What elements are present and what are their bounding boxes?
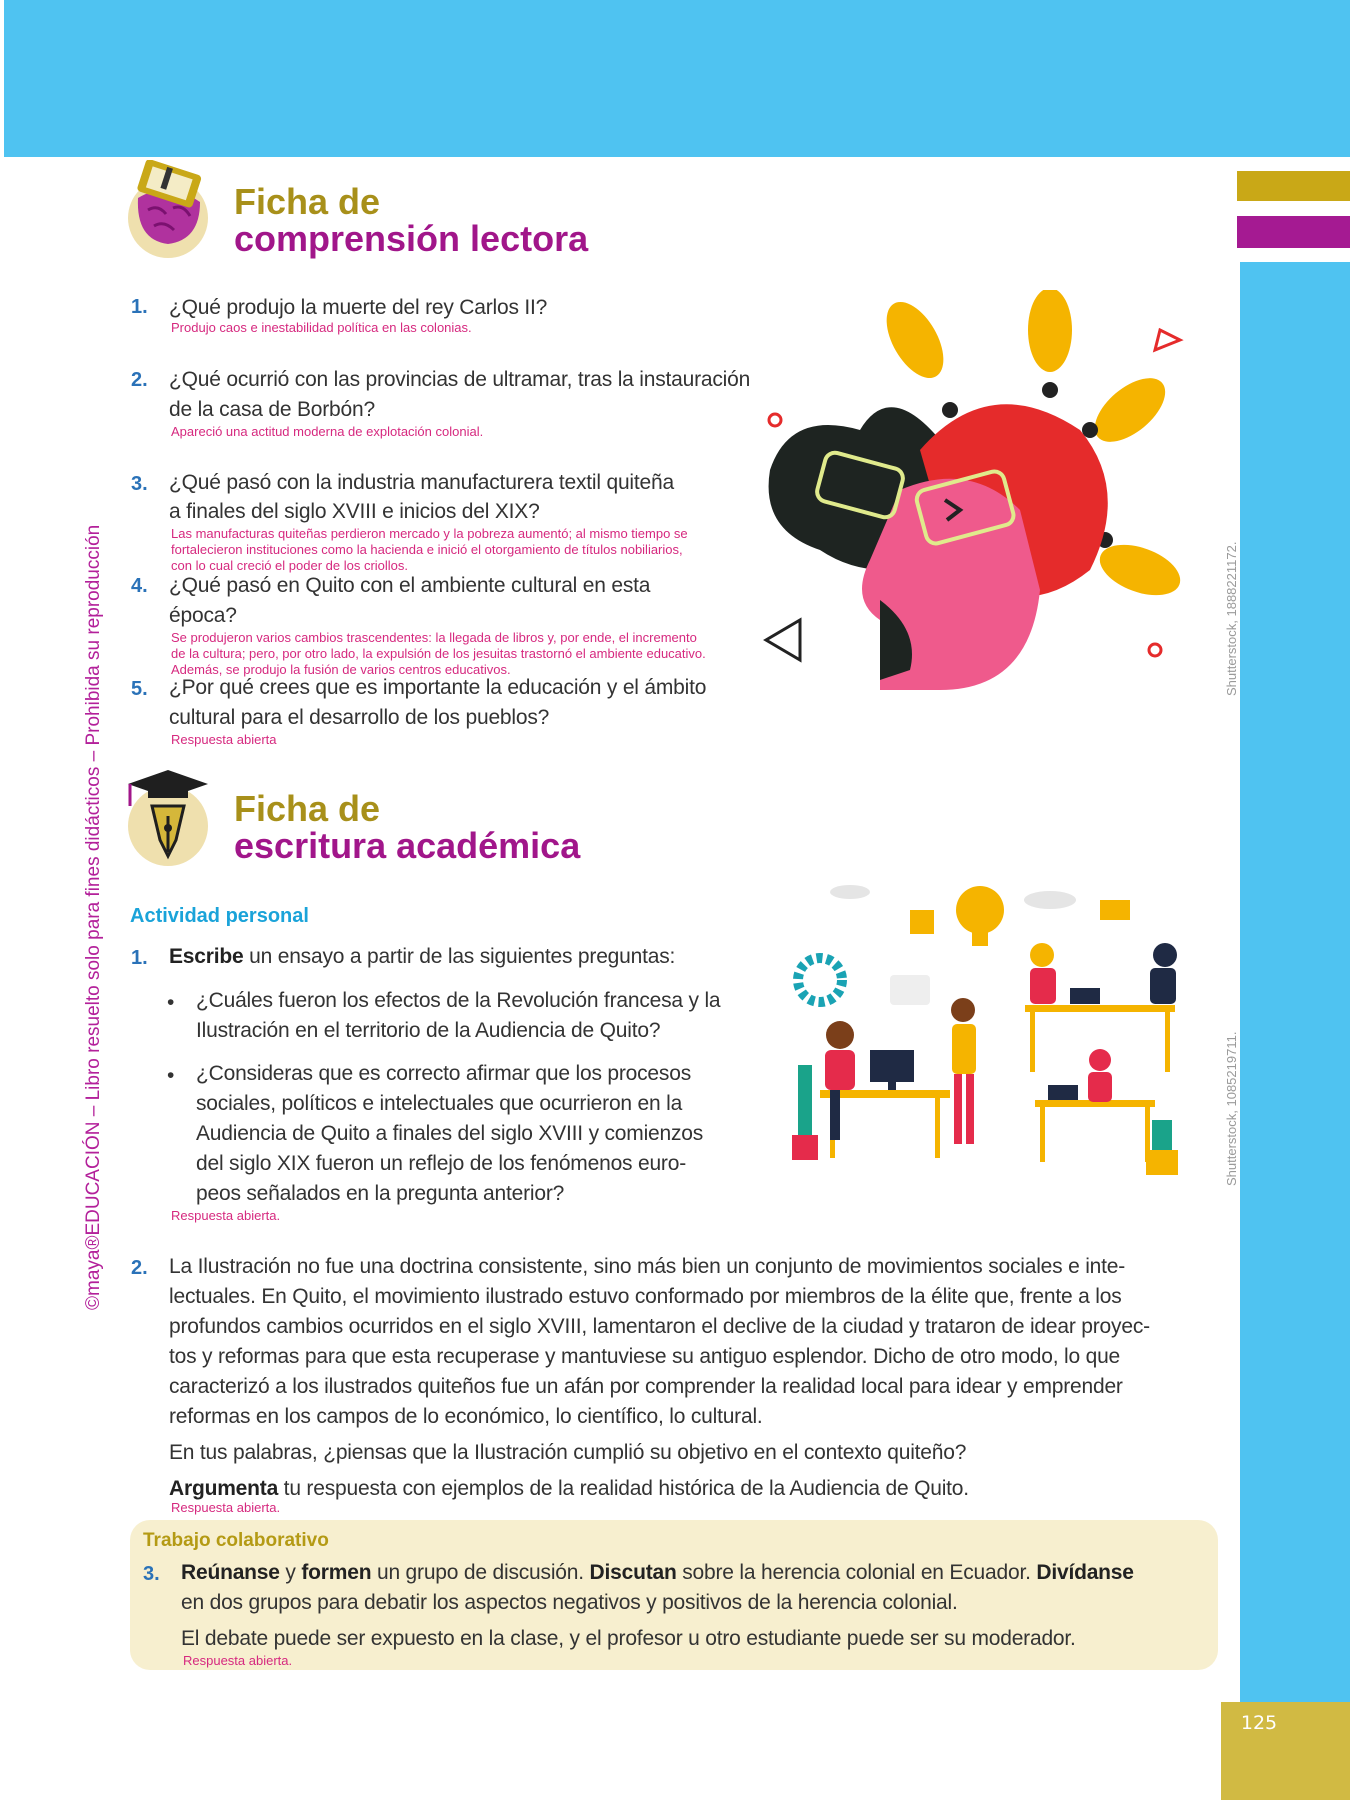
question-number: 2. xyxy=(131,1257,148,1279)
question-text xyxy=(169,1474,969,1504)
question-number: 3. xyxy=(143,1563,160,1585)
question-number: 1. xyxy=(131,296,148,318)
bold-verb: Divídanse xyxy=(1036,1561,1134,1584)
answer-text: Las manufacturas quiteñas perdieron mercado y la pobreza aumentó; al mismo tiempo se xyxy=(171,526,688,541)
bullet-text: ¿Cuáles fueron los efectos de la Revolución francesa y la xyxy=(196,989,721,1012)
bullet-text: Ilustración en el territorio de la Audiencia de Quito? xyxy=(196,1019,661,1042)
paragraph-line: lectuales. En Quito, el movimiento ilustrado estuvo conformado por miembros de la élite que, frente a los xyxy=(169,1285,1122,1308)
answer-text: Respuesta abierta. xyxy=(183,1653,293,1668)
question-text: ¿Por qué crees que es importante la educación y el ámbito xyxy=(169,676,707,699)
office-team-illustration xyxy=(780,880,1200,1200)
top-color-band xyxy=(0,0,1350,157)
question-text: de la casa de Borbón? xyxy=(169,398,375,421)
question-text xyxy=(169,942,675,972)
graduation-pen-icon xyxy=(118,766,218,866)
copyright-side-text: ©maya®EDUCACIÓN – Libro resuelto solo para fines didácticos – Prohibida su reproducción xyxy=(83,524,104,1310)
question-text xyxy=(181,1558,1134,1588)
top-band-edge xyxy=(0,0,4,157)
bullet-text: peos señalados en la pregunta anterior? xyxy=(196,1182,565,1205)
answer-text: Respuesta abierta. xyxy=(171,1208,281,1223)
page-number: 125 xyxy=(1240,1712,1278,1734)
paragraph-line: reformas en los campos de lo económico, lo científico, lo cultural. xyxy=(169,1405,763,1428)
bullet-text: Audiencia de Quito a finales del siglo XVIII y comienzos xyxy=(196,1122,704,1145)
thinking-head-illustration xyxy=(760,290,1200,710)
paragraph-line: tos y reformas para que esta recuperase y mantuviese su antiguo esplendor. Dicho de otro modo, lo que xyxy=(169,1345,1121,1368)
answer-text: fortalecieron instituciones como la hacienda e inició el otorgamiento de títulos nobiliarios, xyxy=(171,542,683,557)
bold-verb: Escribe xyxy=(169,945,244,968)
bullet-dot: • xyxy=(167,991,175,1014)
question-number: 4. xyxy=(131,575,148,597)
bullet-text: ¿Consideras que es correcto afirmar que los procesos xyxy=(196,1062,691,1085)
answer-text: de la cultura; pero, por otro lado, la expulsión de los jesuitas trastornó el ambiente educativo. xyxy=(171,646,706,661)
side-tab-magenta xyxy=(1237,216,1350,248)
question-text: cultural para el desarrollo de los pueblos? xyxy=(169,706,550,729)
question-text: a finales del siglo XVIII e inicios del XIX? xyxy=(169,500,540,523)
question-number: 5. xyxy=(131,678,148,700)
answer-text: Además, se produjo la fusión de varios centros educativos. xyxy=(171,662,511,677)
book-brain-icon xyxy=(118,160,218,260)
question-number: 1. xyxy=(131,947,148,969)
question-text: en dos grupos para debatir los aspectos negativos y positivos de la herencia colonial. xyxy=(181,1591,958,1614)
question-text: ¿Qué produjo la muerte del rey Carlos II? xyxy=(169,296,548,319)
answer-text: con lo cual creció el poder de los criollos. xyxy=(171,558,409,573)
section2-title-line1: Ficha de xyxy=(234,788,381,829)
question-text: ¿Qué ocurrió con las provincias de ultramar, tras la instauración xyxy=(169,368,751,391)
section2-title-line2: escritura académica xyxy=(234,825,581,866)
bullet-text: del siglo XIX fueron un reflejo de los fenómenos euro- xyxy=(196,1152,687,1175)
paragraph-line: La Ilustración no fue una doctrina consistente, sino más bien un conjunto de movimientos sociales e inte- xyxy=(169,1255,1126,1278)
question-number: 3. xyxy=(131,473,148,495)
image-credit: Shutterstock, 1085219711. xyxy=(1224,1031,1239,1186)
question-rest: un ensayo a partir de las siguientes preguntas: xyxy=(243,945,676,968)
answer-text: Produjo caos e inestabilidad política en las colonias. xyxy=(171,320,472,335)
activity-subtitle: Actividad personal xyxy=(130,905,309,927)
question-text: época? xyxy=(169,604,237,627)
question-text: ¿Qué pasó en Quito con el ambiente cultural en esta xyxy=(169,574,651,597)
section1-title-line2: comprensión lectora xyxy=(234,218,589,259)
bold-verb: Discutan xyxy=(589,1561,677,1584)
bold-verb: Reúnanse xyxy=(181,1561,280,1584)
question-number: 2. xyxy=(131,369,148,391)
paragraph-line: caracterizó a los ilustrados quiteños fue un afán por comprender la realidad local para idear y emprender xyxy=(169,1375,1123,1398)
side-tab-gold xyxy=(1237,171,1350,201)
bold-verb: Argumenta xyxy=(169,1477,279,1500)
bullet-text: sociales, políticos e intelectuales que ocurrieron en la xyxy=(196,1092,683,1115)
answer-text: Se produjeron varios cambios trascendentes: la llegada de libros y, por ende, el incremento xyxy=(171,630,697,645)
question-rest: tu respuesta con ejemplos de la realidad histórica de la Audiencia de Quito. xyxy=(278,1477,969,1500)
collaborative-title: Trabajo colaborativo xyxy=(143,1530,329,1551)
text-span: sobre la herencia colonial en Ecuador. xyxy=(676,1561,1037,1584)
answer-text: Respuesta abierta. xyxy=(171,1500,281,1515)
answer-text: Respuesta abierta xyxy=(171,732,277,747)
question-text: ¿Qué pasó con la industria manufacturera textil quiteña xyxy=(169,471,674,494)
image-credit: Shutterstock, 1888221172. xyxy=(1224,541,1239,696)
section1-title-line1: Ficha de xyxy=(234,181,381,222)
question-text: El debate puede ser expuesto en la clase, y el profesor u otro estudiante puede ser su moderador. xyxy=(181,1627,1076,1650)
bold-verb: formen xyxy=(301,1561,372,1584)
paragraph-line: profundos cambios ocurridos en el siglo XVIII, lamentaron el declive de la ciudad y trataron de idear proyec- xyxy=(169,1315,1150,1338)
bullet-dot: • xyxy=(167,1064,175,1087)
text-span: y xyxy=(279,1561,302,1584)
question-text: En tus palabras, ¿piensas que la Ilustración cumplió su objetivo en el contexto quiteño? xyxy=(169,1441,967,1464)
text-span: un grupo de discusión. xyxy=(371,1561,590,1584)
answer-text: Apareció una actitud moderna de explotación colonial. xyxy=(171,424,484,439)
side-band-blue xyxy=(1240,262,1350,1702)
